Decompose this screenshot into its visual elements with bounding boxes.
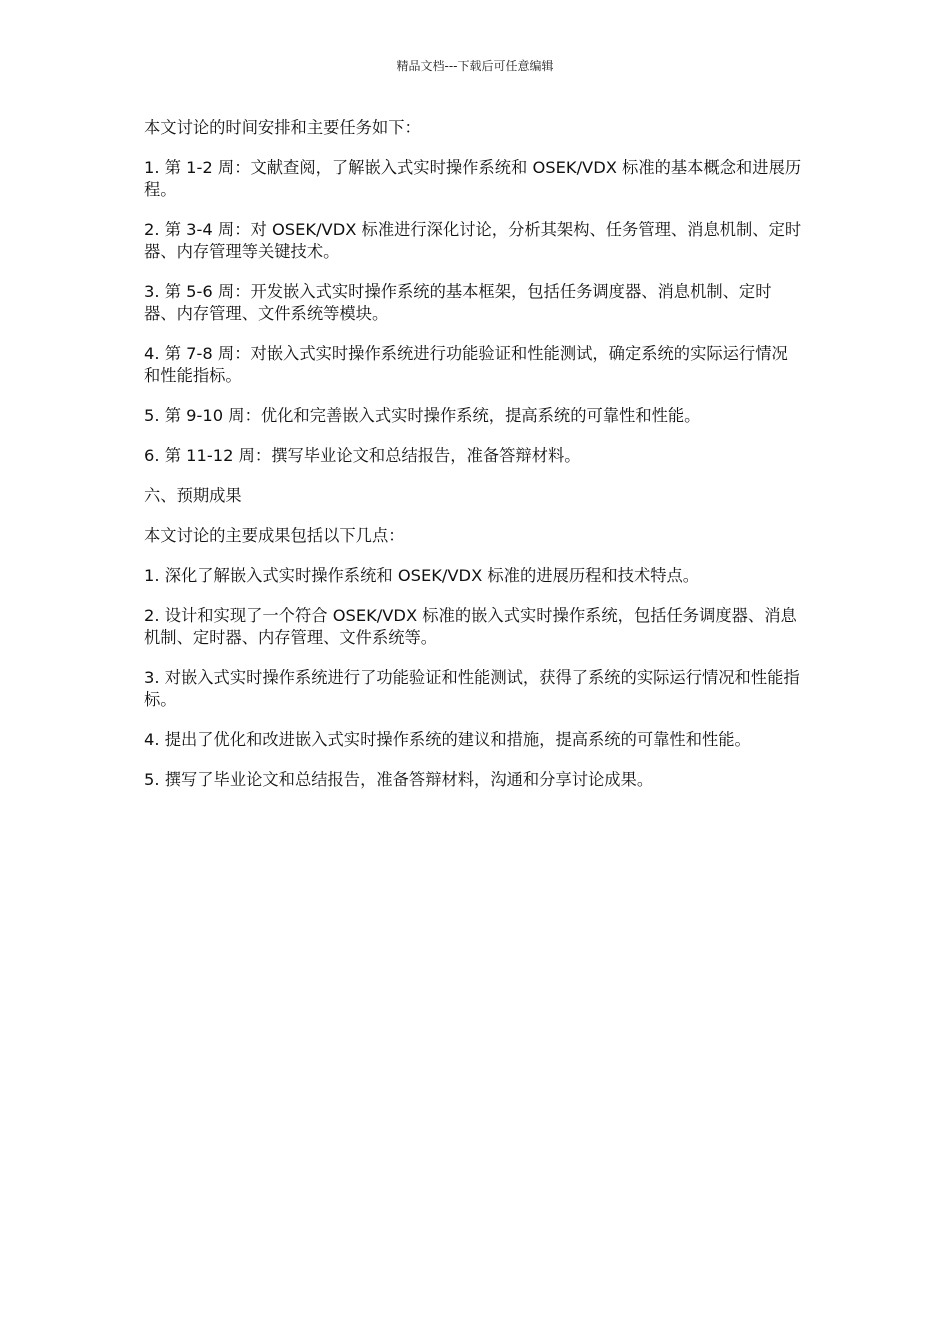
schedule-item-5: 5. 第 9-10 周：优化和完善嵌入式实时操作系统，提高系统的可靠性和性能。 xyxy=(144,406,701,425)
schedule-item-6: 6. 第 11-12 周：撰写毕业论文和总结报告，准备答辩材料。 xyxy=(144,446,581,465)
result-item-3: 3. 对嵌入式实时操作系统进行了功能验证和性能测试，获得了系统的实际运行情况和性能指标。 xyxy=(144,668,800,709)
schedule-item-3: 3. 第 5-6 周：开发嵌入式实时操作系统的基本框架，包括任务调度器、消息机制、定时器、内存管理、文件系统等模块。 xyxy=(144,282,772,323)
section-heading-expected-results: 六、预期成果 xyxy=(144,486,242,505)
schedule-item-1: 1. 第 1-2 周：文献查阅，了解嵌入式实时操作系统和 OSEK/VDX 标准的基本概念和进展历程。 xyxy=(144,158,802,199)
result-item-5: 5. 撰写了毕业论文和总结报告，准备答辩材料，沟通和分享讨论成果。 xyxy=(144,770,654,789)
result-item-2: 2. 设计和实现了一个符合 OSEK/VDX 标准的嵌入式实时操作系统，包括任务调度器、消息机制、定时器、内存管理、文件系统等。 xyxy=(144,606,797,647)
results-intro: 本文讨论的主要成果包括以下几点： xyxy=(144,526,405,545)
result-item-4: 4. 提出了优化和改进嵌入式实时操作系统的建议和措施，提高系统的可靠性和性能。 xyxy=(144,730,751,749)
schedule-item-4: 4. 第 7-8 周：对嵌入式实时操作系统进行功能验证和性能测试，确定系统的实际运行情况和性能指标。 xyxy=(144,344,788,385)
page-header: 精品文档---下载后可任意编辑 xyxy=(396,59,554,73)
document-body xyxy=(144,117,804,809)
schedule-item-2: 2. 第 3-4 周：对 OSEK/VDX 标准进行深化讨论，分析其架构、任务管理、消息机制、定时器、内存管理等关键技术。 xyxy=(144,220,802,261)
schedule-intro: 本文讨论的时间安排和主要任务如下： xyxy=(144,118,421,137)
result-item-1: 1. 深化了解嵌入式实时操作系统和 OSEK/VDX 标准的进展历程和技术特点。 xyxy=(144,566,700,585)
